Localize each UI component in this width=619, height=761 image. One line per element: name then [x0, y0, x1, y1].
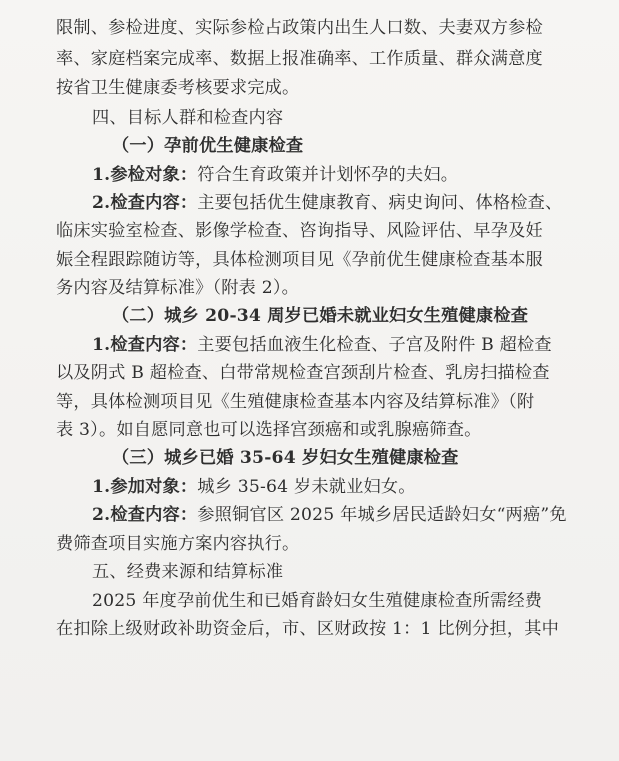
subsection-heading: （三）城乡已婚 35-64 岁妇女生殖健康检查: [112, 448, 459, 469]
paragraph-line: [92, 191, 562, 215]
paragraph-line: 娠全程跟踪随访等，具体检测项目见《孕前优生健康检查基本服: [56, 250, 543, 271]
section-heading: 五、经费来源和结算标准: [92, 562, 284, 583]
subsection-heading: （二）城乡 20-34 周岁已婚未就业妇女生殖健康检查: [112, 306, 529, 327]
paragraph-line: [92, 333, 552, 357]
paragraph-line: [92, 163, 458, 187]
paragraph-line: 临床实验室检查、影像学检查、咨询指导、风险评估、早孕及妊: [56, 221, 543, 242]
paragraph-line: 2025 年度孕前优生和已婚育龄妇女生殖健康检查所需经费: [92, 590, 543, 611]
item-label: 1.参检对象：: [92, 165, 198, 186]
item-text: 参照铜官区 2025 年城乡居民适龄妇女“两癌”免: [197, 505, 567, 526]
item-text: 主要包括血液生化检查、子宫及附件 B 超检查: [197, 335, 552, 356]
item-text: 符合生育政策并计划怀孕的夫妇。: [197, 165, 459, 186]
subsection-heading: （一）孕前优生健康检查: [112, 136, 304, 157]
paragraph-line: 在扣除上级财政补助资金后，市、区财政按 1：1 比例分担，其中: [56, 618, 560, 639]
item-label: 1.参加对象：: [92, 477, 198, 498]
paragraph-line: 以及阴式 B 超检查、白带常规检查宫颈刮片检查、乳房扫描检查: [56, 363, 550, 384]
item-text: 主要包括优生健康教育、病史询问、体格检查、: [197, 193, 563, 214]
item-label: 2.检查内容：: [92, 193, 198, 214]
item-text: 城乡 35-64 岁未就业妇女。: [197, 477, 416, 498]
item-label: 1.检查内容：: [92, 335, 198, 356]
paragraph-line: 表 3）。如自愿同意也可以选择宫颈癌和或乳腺癌筛查。: [56, 420, 482, 441]
item-label: 2.检查内容：: [92, 505, 198, 526]
paragraph-line: 务内容及结算标准》（附表 2）。: [56, 278, 300, 299]
section-heading: 四、目标人群和检查内容: [92, 108, 284, 129]
paragraph-line: 费筛查项目实施方案内容执行。: [56, 534, 300, 555]
paragraph-line: 限制、参检进度、实际参检占政策内出生人口数、夫妻双方参检: [56, 17, 543, 38]
paragraph-line: 等，具体检测项目见《生殖健康检查基本内容及结算标准》（附: [56, 392, 535, 413]
paragraph-line: [92, 475, 416, 499]
paragraph-line: [92, 503, 567, 527]
paragraph-line: 按省卫生健康委考核要求完成。: [56, 78, 300, 99]
paragraph-line: 率、家庭档案完成率、数据上报准确率、工作质量、群众满意度: [56, 48, 543, 69]
